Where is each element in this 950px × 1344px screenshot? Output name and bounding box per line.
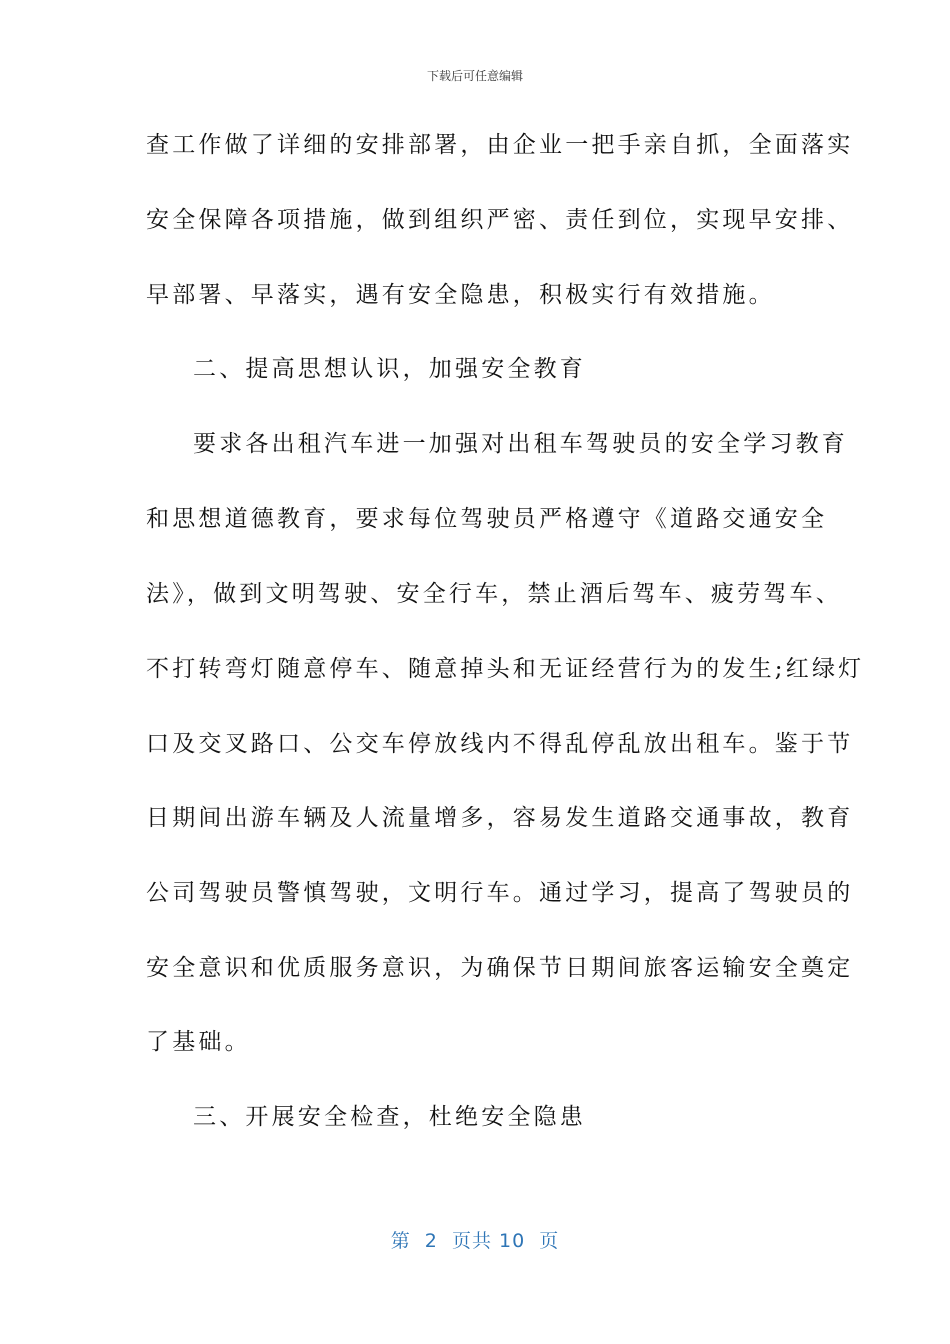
body-line: 法》，做到文明驾驶、安全行车，禁止酒后驾车、疲劳驾车、	[146, 581, 842, 607]
body-line: 查工作做了详细的安排部署，由企业一把手亲自抓，全面落实	[146, 132, 854, 158]
body-line: 日期间出游车辆及人流量增多，容易发生道路交通事故，教育	[146, 805, 854, 831]
body-line: 要求各出租汽车进一加强对出租车驾驶员的安全学习教育	[193, 431, 848, 457]
body-line: 口及交叉路口、公交车停放线内不得乱停乱放出租车。鉴于节	[146, 731, 854, 757]
page-header: 下载后可任意编辑	[426, 69, 523, 83]
body-line: 安全意识和优质服务意识，为确保节日期间旅客运输安全奠定	[146, 955, 854, 981]
body-line: 不打转弯灯随意停车、随意掉头和无证经营行为的发生;红绿灯	[146, 656, 865, 682]
section-heading: 二、提高思想认识，加强安全教育	[193, 356, 586, 382]
body-line: 安全保障各项措施，做到组织严密、责任到位，实现早安排、	[146, 207, 854, 233]
body-line: 公司驾驶员警慎驾驶，文明行车。通过学习，提高了驾驶员的	[146, 880, 854, 906]
body-line: 早部署、早落实，遇有安全隐患，积极实行有效措施。	[146, 282, 775, 308]
body-line: 和思想道德教育，要求每位驾驶员严格遵守《道路交通安全	[146, 506, 828, 532]
page-number-footer: 第 2 页共 10 页	[390, 1230, 560, 1252]
body-line: 了基础。	[146, 1029, 251, 1055]
section-heading: 三、开展安全检查，杜绝安全隐患	[193, 1104, 586, 1130]
